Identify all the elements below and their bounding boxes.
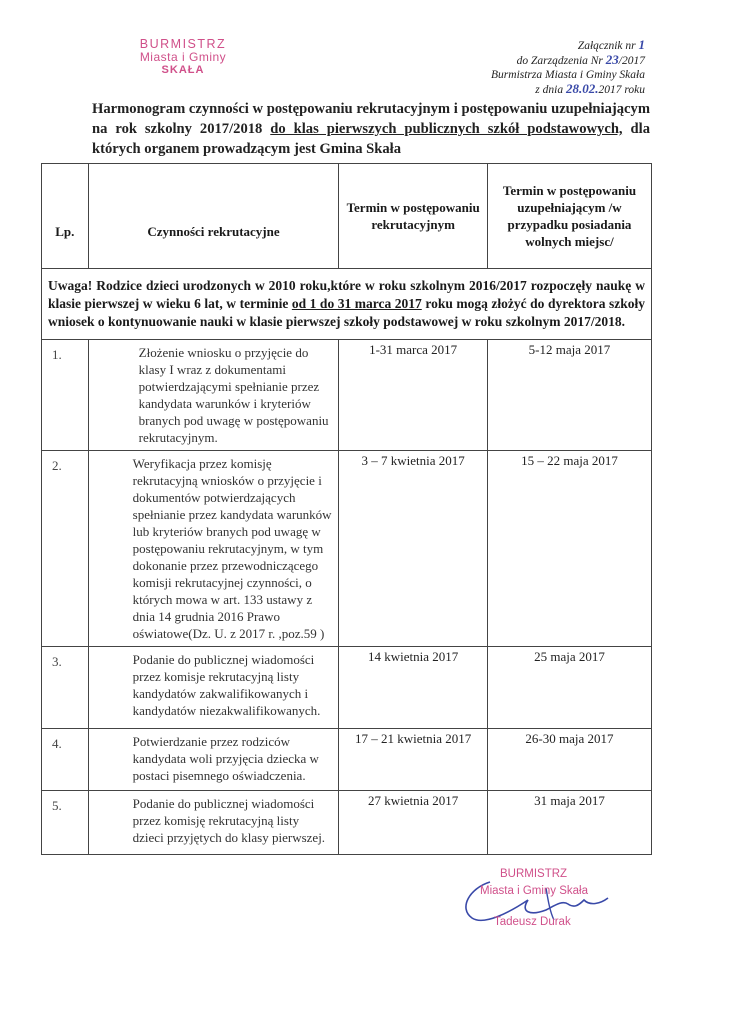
- row-number: 4.: [42, 729, 89, 791]
- row-term-recruitment: 27 kwietnia 2017: [339, 791, 488, 855]
- row-term-supplementary: 25 maja 2017: [487, 647, 651, 729]
- row-number: 5.: [42, 791, 89, 855]
- annex-header: [491, 38, 645, 97]
- note-row: [42, 269, 652, 340]
- row-term-supplementary: 31 maja 2017: [487, 791, 651, 855]
- ordinance-number: 23: [605, 52, 619, 67]
- header-term-recruitment: Termin w postępowaniu rekrutacyjnym: [339, 164, 488, 269]
- row-activity: Złożenie wniosku o przyjęcie do klasy I wraz z dokumentami potwierdzającymi spełnianie przez kandydata warunków i kryteriów branych pod uwagę w postępowaniu rekrutacyjnym.: [88, 340, 339, 451]
- annex-line-1: Załącznik nr 1: [577, 37, 645, 52]
- row-number: 2.: [42, 451, 89, 647]
- schedule-table: [41, 163, 652, 855]
- stamp-line-2: Miasta i Gminy: [139, 50, 227, 64]
- annex-line-2: do Zarządzenia Nr 23/2017: [516, 52, 645, 67]
- row-term-recruitment: 1-31 marca 2017: [339, 340, 488, 451]
- row-number: 1.: [42, 340, 89, 451]
- row-term-supplementary: 15 – 22 maja 2017: [487, 451, 651, 647]
- table-header-row: [42, 164, 652, 269]
- row-term-recruitment: 3 – 7 kwietnia 2017: [339, 451, 488, 647]
- row-term-supplementary: 5-12 maja 2017: [487, 340, 651, 451]
- row-term-recruitment: 14 kwietnia 2017: [339, 647, 488, 729]
- row-activity: Potwierdzanie przez rodziców kandydata woli przyjęcia dziecka w postaci pisemnego oświadczenia.: [88, 729, 339, 791]
- row-number: 3.: [42, 647, 89, 729]
- stamp-line-1: BURMISTRZ: [139, 37, 227, 51]
- header-lp: Lp.: [42, 164, 89, 269]
- stamp-line-3: SKAŁA: [161, 64, 205, 76]
- note-underlined: od 1 do 31 marca 2017: [291, 296, 422, 311]
- table-row: [42, 729, 652, 791]
- issuer-stamp: [118, 38, 248, 77]
- signature-stamp: [450, 860, 630, 930]
- table-row: [42, 340, 652, 451]
- header-activities: Czynności rekrutacyjne: [88, 164, 339, 269]
- annex-line-3: Burmistrza Miasta i Gminy Skała: [491, 69, 645, 81]
- signature-stamp-line-2: Miasta i Gminy Skała: [480, 885, 589, 897]
- row-activity: Weryfikacja przez komisję rekrutacyjną wniosków o przyjęcie i dokumentów potwierdzających spełnianie przez kandydata warunków lub kryteriów branych pod uwagę w postępowaniu rekrutacyjnym, w tym dokonanie przez przewodniczącego komisji rekrutacyjnej czynności, o których mowa w art. 133 ustawy z dnia 14 grudnia 2016 Prawo oświatowe(Dz. U. z 2017 r. ,poz.59 ): [88, 451, 339, 647]
- signature-stamp-line-1: BURMISTRZ: [500, 868, 568, 880]
- annex-line-4: z dnia 28.02.2017 roku: [535, 81, 645, 96]
- table-row: [42, 647, 652, 729]
- table-row: [42, 791, 652, 855]
- ordinance-date: 28.02.: [565, 81, 599, 96]
- row-term-recruitment: 17 – 21 kwietnia 2017: [339, 729, 488, 791]
- table-row: [42, 451, 652, 647]
- signature-stamp-line-3: Tadeusz Durak: [494, 916, 571, 928]
- document-title: Harmonogram czynności w postępowaniu rekrutacyjnym i postępowaniu uzupełniającym na rok szkolny 2017/2018 do klas pierwszych publicznych szkół podstawowych, dla których organem prowadzącym jest Gmina Skała: [92, 101, 651, 157]
- title-underlined: do klas pierwszych publicznych szkół podstawowych,: [270, 121, 623, 137]
- note-cell: Uwaga! Rodzice dzieci urodzonych w 2010 roku,które w roku szkolnym 2016/2017 rozpoczęły naukę w klasie pierwszej w wieku 6 lat, w terminie od 1 do 31 marca 2017 roku mogą złożyć do dyrektora szkoły wniosek o kontynuowanie nauki w klasie pierwszej szkoły podstawowej w roku szkolnym 2017/2018.: [42, 269, 652, 340]
- row-activity: Podanie do publicznej wiadomości przez komisje rekrutacyjną listy kandydatów zakwalifikowanych i kandydatów niezakwalifikowanych.: [88, 647, 339, 729]
- annex-number: 1: [638, 37, 645, 52]
- row-activity: Podanie do publicznej wiadomości przez komisję rekrutacyjną listy dzieci przyjętych do klasy pierwszej.: [88, 791, 339, 855]
- row-term-supplementary: 26-30 maja 2017: [487, 729, 651, 791]
- header-term-supplementary: Termin w postępowaniu uzupełniającym /w przypadku posiadania wolnych miejsc/: [487, 164, 651, 269]
